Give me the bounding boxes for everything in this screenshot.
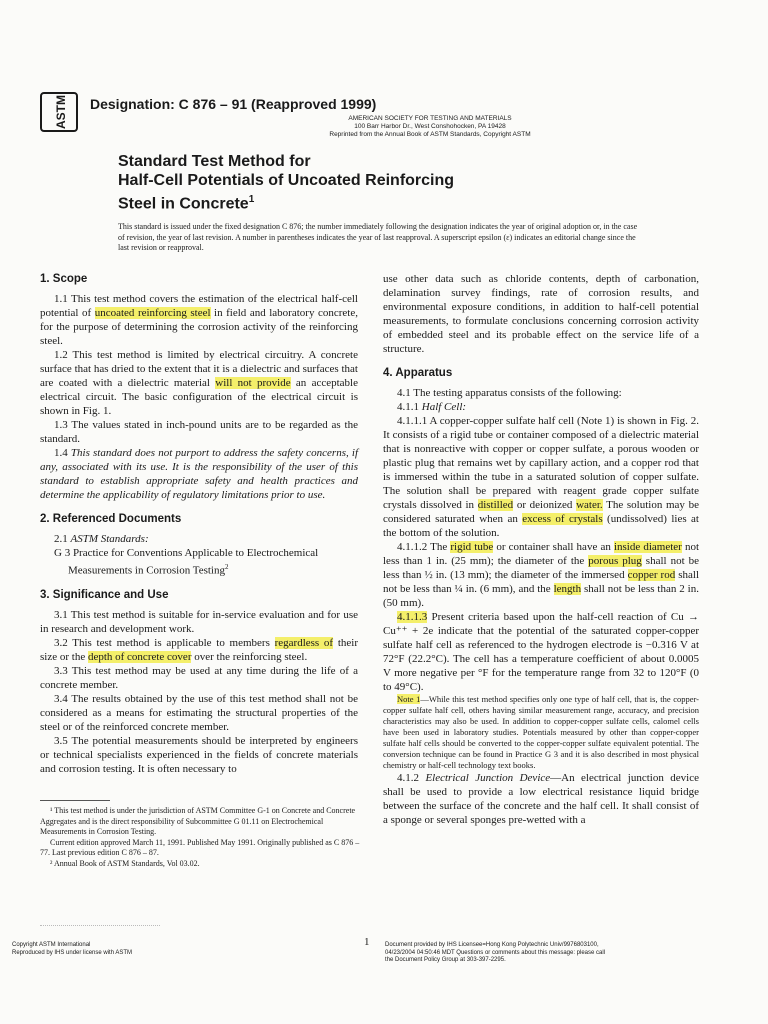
text: their size or the — [40, 636, 358, 663]
paragraph-1-2 — [40, 348, 358, 418]
publisher-line: 100 Barr Harbor Dr., West Conshohocken, PA 19428 — [354, 123, 506, 130]
footnote-mark: 2 — [224, 563, 229, 571]
right-column — [383, 272, 699, 827]
text: or container shall have an — [493, 541, 614, 553]
highlight: porous plug — [588, 555, 642, 567]
highlight: distilled — [477, 499, 514, 511]
paragraph-3-1: 3.1 This test method is suitable for in-service evaluation and for use in research and development work. — [40, 608, 358, 635]
document-title — [118, 152, 454, 213]
footnote-divider — [40, 800, 110, 801]
highlight: excess of crystals — [522, 513, 603, 525]
publisher-block — [260, 115, 600, 139]
paragraph-1-3: 1.3 The values stated in inch-pound units are to be regarded as the standard. — [40, 419, 358, 445]
paragraph-4-1-2 — [383, 771, 699, 827]
text: G 3 Practice for Conventions Applicable to Electrochemical Measurements in Corrosion Testing — [54, 547, 319, 577]
text: 1.1 This test method covers the estimation of the electrical half-cell potential of — [40, 293, 358, 319]
provider-line: the Document Policy Group at 303-397-2295. — [385, 957, 506, 963]
title-line: Half-Cell Potentials of Uncoated Reinforcing — [118, 172, 455, 189]
highlight: water. — [576, 499, 603, 511]
italic-text: ASTM Standards: — [70, 533, 149, 545]
copyright-line: Reproduced by IHS under license with ASTM — [12, 949, 133, 956]
section-heading-referenced-documents: 2. Referenced Documents — [40, 513, 182, 525]
text: 1.2 This test method is limited by electrical circuitry. A concrete surface that has dried to the extent that it is a dielectric and surfaces that are coated with a dielectric material — [40, 349, 358, 389]
paragraph-4-1: 4.1 The testing apparatus consists of the following: — [397, 387, 622, 399]
publisher-line: AMERICAN SOCIETY FOR TESTING AND MATERIALS — [348, 115, 512, 122]
highlight: will not provide — [215, 377, 291, 389]
text: in field and laboratory concrete, for the purpose of determining the corrosion activity of the reinforcing steel. — [40, 307, 358, 347]
text: 4.1.1.2 The — [397, 541, 451, 553]
text: shall not be less than ¼ in. (6 mm), and the — [383, 569, 699, 595]
text: 3.2 This test method is applicable to members — [54, 636, 275, 649]
paragraph-2-1 — [40, 532, 358, 546]
paragraph-1-1 — [40, 292, 358, 348]
highlight: regardless of — [274, 636, 334, 649]
text: not less than 1 in. (25 mm); the diameter of the — [383, 541, 700, 567]
section-heading-significance: 3. Significance and Use — [40, 588, 169, 601]
paragraph-3-2 — [40, 636, 358, 664]
text: an acceptable electrical circuit. The basic configuration of the electrical circuit is shown in Fig. 1. — [40, 377, 358, 417]
document-provider-block — [385, 942, 715, 965]
provider-line: 04/23/2004 04:50:46 MDT Questions or comments about this message: please call — [385, 949, 606, 956]
title-text: Steel in Concrete — [118, 195, 249, 213]
text: Present criteria based upon the half-cell reaction of Cu → Cu⁺⁺ + 2e indicate that the potential of the saturated copper-copper sulfate half cell as referenced to the hydrogen electrode is −0.316 V at 72°F (22.2°C). The cell has a temperature coefficient of about 0.0005 V more negative per °F for the temperature range from 32 to 120°F (0 to 49°C). — [383, 611, 699, 693]
standard-notice: This standard is issued under the fixed designation C 876; the number immediately following the designation indicates the year of original adoption or, in the case of revision, the year of last revision. A number in parentheses indicates the year of last reapproval. A superscript epsilon (ε) indicates an editorial change since the last revision or reapproval. — [118, 222, 638, 252]
copyright-line: Copyright ASTM International — [12, 942, 91, 948]
paragraph-4-1-1 — [383, 400, 699, 414]
footnote-2: ² Annual Book of ASTM Standards, Vol 03.02. — [50, 858, 200, 868]
note-1 — [383, 694, 699, 771]
paragraph-1-4 — [40, 446, 358, 502]
paragraph-4-1-1-3 — [383, 610, 699, 694]
copyright-block — [12, 942, 132, 957]
text: 4.1.2 — [397, 772, 426, 784]
highlight: inside diameter — [613, 541, 682, 553]
text: —An electrical junction device shall be used to provide a low electrical resistance liquid bridge between the surface of the concrete and the half cell. It shall consist of a sponge or several sponges pre-wetted with a — [383, 772, 699, 826]
footnotes — [40, 806, 360, 869]
highlight: rigid tube — [450, 541, 494, 553]
italic-text: Electrical Junction Device — [425, 772, 551, 784]
designation: Designation: C 876 – 91 (Reapproved 1999) — [90, 96, 377, 112]
note-label: Note 1 — [397, 694, 421, 704]
highlight: copper rod — [627, 569, 676, 581]
text: or deionized — [513, 499, 577, 511]
footnote-1: ¹ This test method is under the jurisdiction of ASTM Committee G-1 on Concrete and Concrete Aggregates and is the direct responsibility of Subcommittee G 01.11 on Electrochemical Measurements in Corrosion Testing. — [40, 806, 356, 836]
section-heading-apparatus: 4. Apparatus — [383, 367, 453, 379]
text: over the reinforcing steel. — [191, 650, 308, 663]
highlight: 4.1.1.3 — [397, 611, 428, 623]
text: 4.1.1.1 A copper-copper sulfate half cell (Note 1) is shown in Fig. 2. It consists of a rigid tube or container composed of a dielectric material that is nonreactive with copper or copper sulfate, a porous wooden or plastic plug that remains wet by capillary action, and a copper rod that is immersed within the tube in a saturated solution of copper sulfate. The solution shall be prepared with reagent grade copper sulfate crystals dissolved in — [383, 415, 699, 511]
provider-line: Document provided by IHS Licensee=Hong Kong Polytechnic Univ/9976803100, — [385, 942, 599, 948]
paragraph-3-4: 3.4 The results obtained by the use of this test method shall not be considered as a means for estimating the structural properties of the steel or of the reinforced concrete member. — [40, 692, 358, 733]
paragraph-3-5-continued: use other data such as chloride contents, depth of carbonation, delamination survey findings, rate of corrosion results, and environmental exposure conditions, in addition to half-cell potential measurements, to formulate conclusions concerning corrosion activity of embedded steel and its probable effect on the service life of a structure. — [383, 273, 699, 355]
text: shall not be less than 2 in. (50 mm). — [383, 583, 699, 609]
title-line — [118, 190, 454, 213]
title-line: Standard Test Method for — [118, 153, 311, 170]
text: The solution may be considered saturated when an — [383, 499, 699, 525]
italic-text: Half Cell: — [421, 401, 467, 413]
paragraph-4-1-1-2 — [383, 540, 699, 610]
scan-artifact-line — [40, 925, 160, 926]
text: shall not be less than ½ in. (13 mm); the diameter of the immersed — [383, 555, 700, 581]
astm-logo — [40, 92, 78, 132]
section-heading-scope: 1. Scope — [40, 273, 88, 285]
title-footnote-mark: 1 — [248, 194, 255, 205]
highlight: depth of concrete cover — [87, 650, 192, 663]
paragraph-3-5: 3.5 The potential measurements should be interpreted by engineers or technical specialists experienced in the fields of concrete materials and corrosion testing. It is often necessary to — [40, 734, 358, 775]
italic-text: This standard does not purport to address the safety concerns, if any, associated with its use. It is the responsibility of the user of this standard to establish appropriate safety and health practices and determine the applicability of regulatory limitations prior to use. — [40, 447, 358, 501]
highlight: length — [553, 583, 582, 595]
note-text: —While this test method specifies only one type of half cell, that is, the copper-copper sulfate half cell, others having similar measurement range, accuracy, and precision characteristics may also be used. In addition to copper-copper sulfate cells, calomel cells have been used in laboratory studies. Potentials measured by other than copper-copper sulfate half cells should be converted to the copper-copper sulfate equivalent potential. The conversion technique can be found in Practice G 3 and it is also described in most physical chemistry or half-cell technology text books. — [383, 694, 699, 770]
text: 4.1.1 — [397, 401, 422, 413]
paragraph-4-1-1-1 — [383, 414, 699, 540]
publisher-line: Reprinted from the Annual Book of ASTM Standards, Copyright ASTM — [329, 131, 531, 138]
page-number: 1 — [364, 936, 370, 948]
svg-text:ASTM: ASTM — [54, 95, 68, 129]
highlight: uncoated reinforcing steel — [94, 307, 211, 319]
footnote-1-history: Current edition approved March 11, 1991. Published May 1991. Originally published as C 876 – 77. Last previous edition C 876 – 87. — [40, 837, 360, 857]
text: 2.1 — [54, 533, 71, 545]
paragraph-3-3: 3.3 This test method may be used at any time during the life of a concrete member. — [40, 664, 358, 691]
text: 1.4 — [54, 447, 71, 459]
reference-g3 — [40, 546, 358, 578]
left-column — [40, 272, 358, 776]
text: (undissolved) lies at the bottom of the solution. — [383, 513, 699, 539]
